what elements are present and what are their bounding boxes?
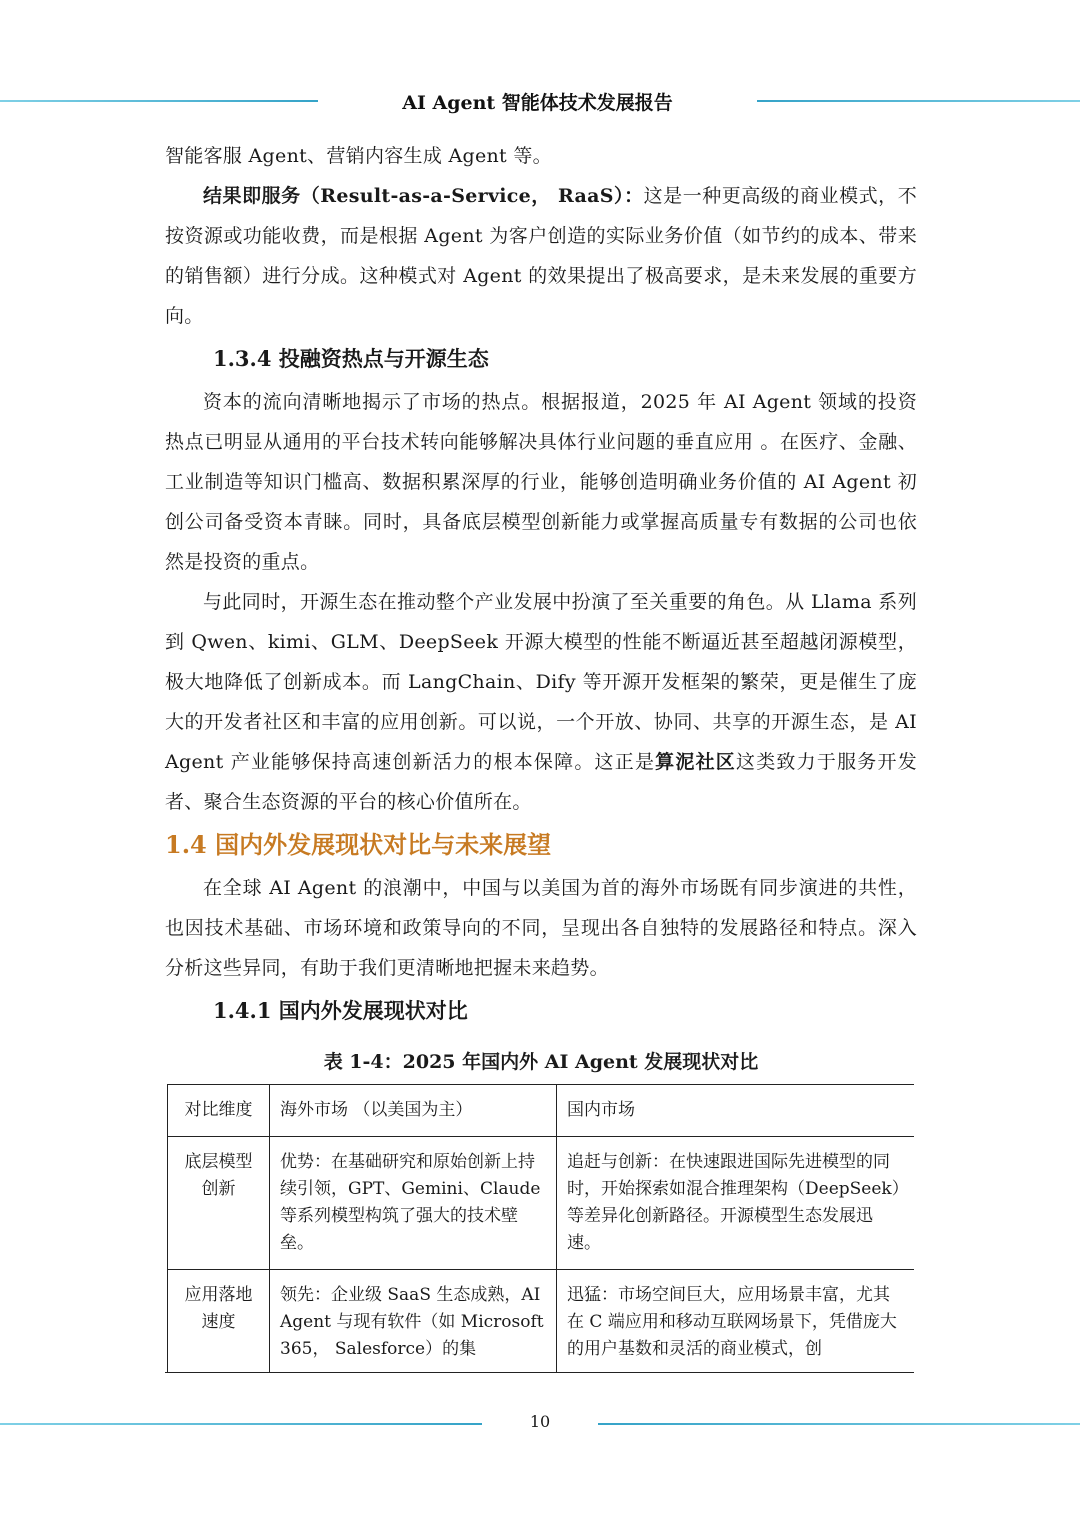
table-cell-dimension: 底层模型创新 [168,1137,270,1270]
table-caption: 表 1-4：2025 年国内外 AI Agent 发展现状对比 [323,1051,759,1073]
table-cell-dimension: 应用落地速度 [168,1270,270,1374]
community-name: 算泥社区 [655,751,737,773]
paragraph-investment: 资本的流向清晰地揭示了市场的热点。根据报道，2025 年 AI Agent 领域的投资热点已明显从通用的平台技术转向能够解决具体行业问题的垂直应用 。在医疗、金融、工业制造等知识门槛高、数据积累深厚的行业，能够创造明确业务价值的 AI Agent 初创公司备受资本青睐。同时，具备底层模型创新能力或掌握高质量专有数据的公司也依然是投资的重点。 [165,391,917,573]
paragraph-global: 在全球 AI Agent 的浪潮中，中国与以美国为首的海外市场既有同步演进的共性，也因技术基础、市场环境和政策导向的不同，呈现出各自独特的发展路径和特点。深入分析这些异同，有助于我们更清晰地把握未来趋势。 [165,877,917,979]
table-cell-domestic: 追赶与创新：在快速跟进国际先进模型的同时，开始探索如混合推理架构（DeepSeek）等差异化创新路径。开源模型生态发展迅速。 [557,1137,915,1270]
header-rule-left [0,100,318,102]
header-rule-right [757,100,1080,102]
table-header-row [168,1085,915,1137]
raas-text: 这是一种更高级的商业模式，不按资源或功能收费，而是根据 Agent 为客户创造的实际业务价值（如节约的成本、带来的销售额）进行分成。这种模式对 Agent 的效果提出了极高要求，是未来发展的重要方向。 [165,185,918,327]
open-source-text-a: 与此同时，开源生态在推动整个产业发展中扮演了至关重要的角色。从 Llama 系列到 Qwen、kimi、GLM、DeepSeek 开源大模型的性能不断逼近甚至超越闭源模型，极大地降低了创新成本。而 LangChain、Dify 等开源开发框架的繁荣，更是催生了庞大的开发者社区和丰富的应用创新。可以说，一个开放、协同、共享的开源生态，是 AI Agent 产业能够保持高速创新活力的根本保障。这正是 [165,591,917,773]
paragraph-raas [165,176,917,336]
comparison-table [167,1084,914,1373]
section-heading-1-4-1: 1.4.1 国内外发展现状对比 [213,998,468,1023]
table-header-cell: 对比维度 [168,1085,270,1137]
table-cell-overseas: 领先：企业级 SaaS 生态成熟，AI Agent 与现有软件（如 Microsoft 365， Salesforce）的集 [270,1270,557,1374]
table-cell-overseas: 优势：在基础研究和原始创新上持续引领，GPT、Gemini、Claude 等系列模型构筑了强大的技术壁垒。 [270,1137,557,1270]
comparison-table-wrapper [165,1084,914,1373]
footer-rule-right [598,1423,1080,1425]
raas-term: 结果即服务（Result-as-a-Service， RaaS）： [203,185,644,207]
footer-rule-left [0,1423,482,1425]
table-cell-domestic: 迅猛：市场空间巨大，应用场景丰富，尤其在 C 端应用和移动互联网场景下，凭借庞大的用户基数和灵活的商业模式，创 [557,1270,915,1374]
page-number: 10 [529,1412,551,1431]
open-source-text-b: 这类致力于服务开发者、聚合生态资源的平台的核心价值所在。 [165,751,917,813]
page-content [165,136,917,1373]
section-heading-1-3-4: 1.3.4 投融资热点与开源生态 [213,346,489,371]
paragraph-open-source [165,582,917,822]
table-header-cell: 国内市场 [557,1085,915,1137]
paragraph-continuation: 智能客服 Agent、营销内容生成 Agent 等。 [165,145,552,167]
table-row [168,1137,915,1270]
section-heading-1-4: 1.4 国内外发展现状对比与未来展望 [165,830,552,859]
report-header-title: AI Agent 智能体技术发展报告 [402,92,673,114]
table-row [168,1270,915,1374]
table-header-cell: 海外市场 （以美国为主） [270,1085,557,1137]
